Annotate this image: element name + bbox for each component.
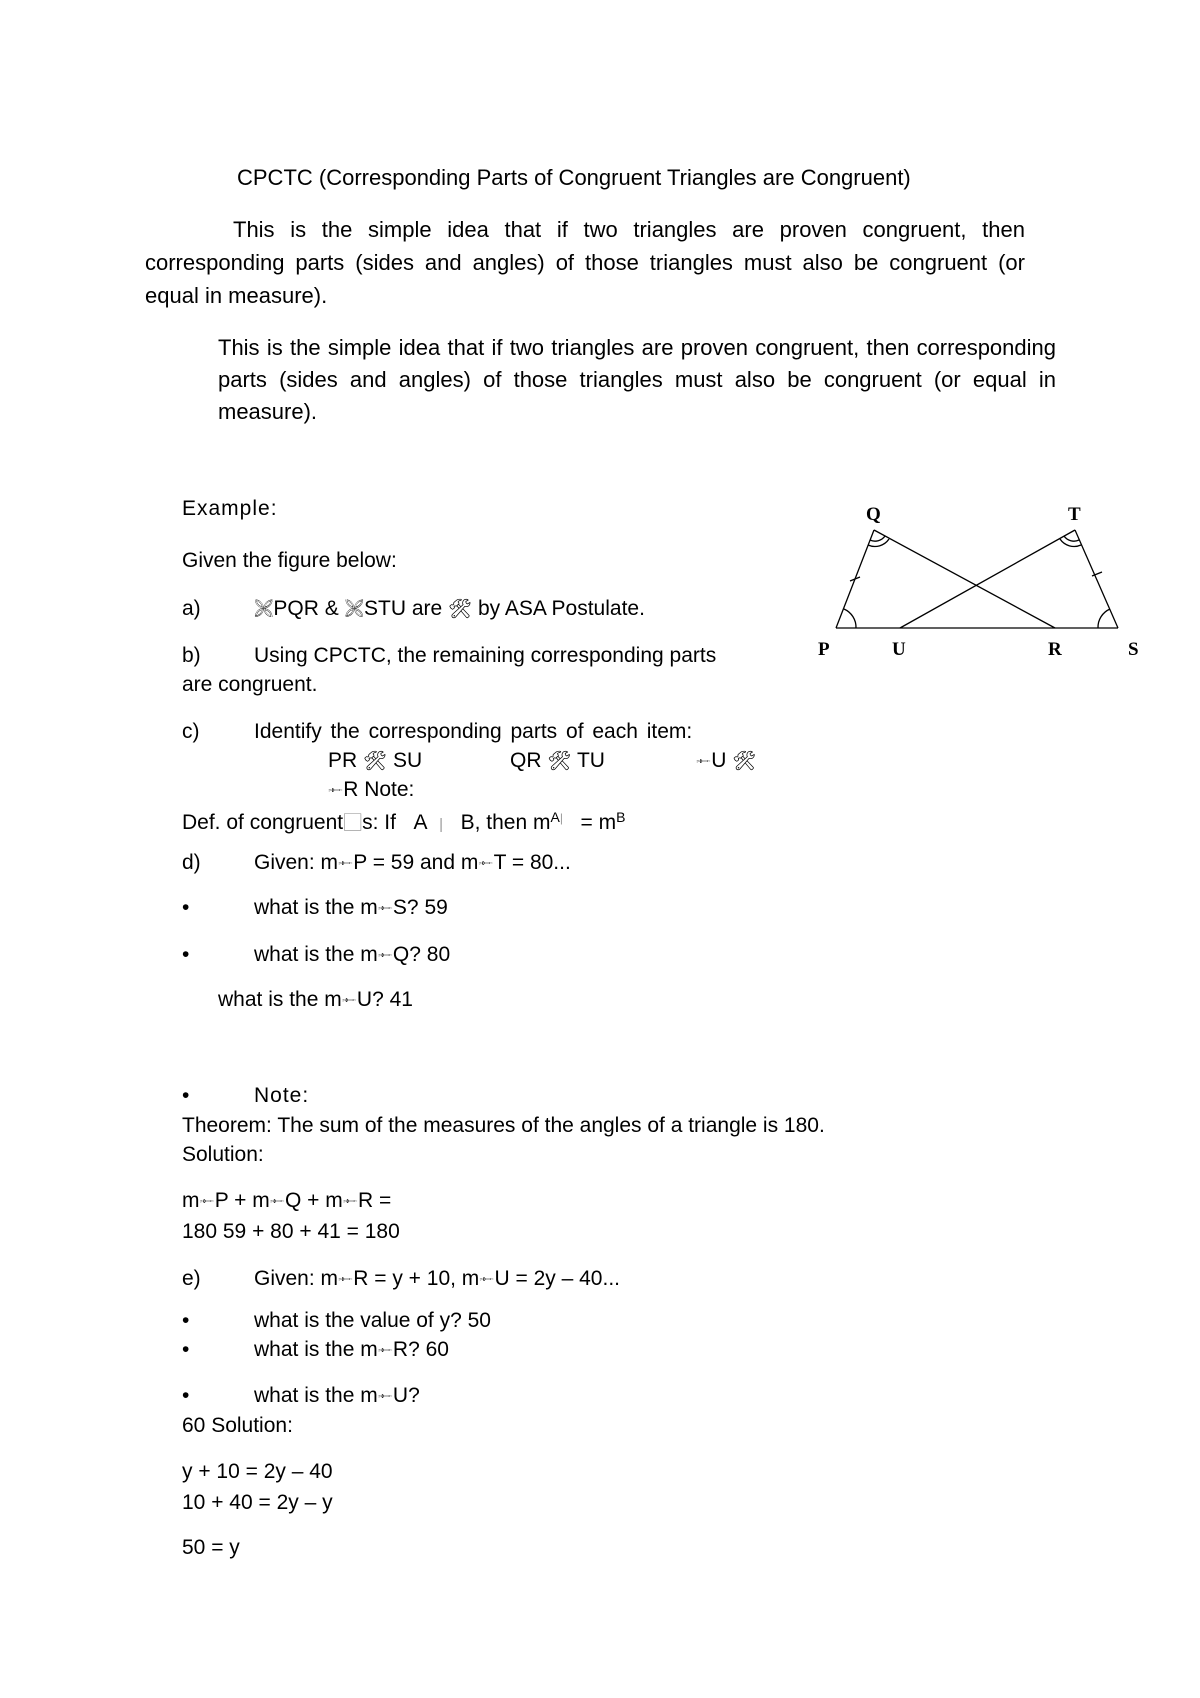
correspondence-qr-tu: QR 🛠 TU	[510, 749, 605, 772]
angle-icon: 🙮	[338, 852, 354, 874]
e-solution-label: 60 Solution:	[182, 1414, 293, 1437]
label-u: U	[892, 639, 906, 660]
correspondence-angle-u: 🙮U 🛠	[696, 749, 757, 772]
correspondence-angle-r-note: 🙮R Note:	[328, 778, 415, 801]
note-label: Note:	[254, 1084, 310, 1107]
angle-arc-s	[1098, 609, 1110, 628]
label-s: S	[1128, 639, 1139, 660]
angle-icon: 🙮	[342, 1190, 358, 1212]
equation-1: y + 10 = 2y – 40	[182, 1460, 333, 1483]
solution-sum-line: m🙮P + m🙮Q + m🙮R =	[182, 1189, 392, 1212]
solution-values-line: 180 59 + 80 + 41 = 180	[182, 1220, 400, 1243]
intro-paragraph: This is the simple idea that if two triangles are proven congruent, then corresponding parts (sides and angles) of those triangles must also be congruent (or equal in measure).	[145, 217, 1025, 308]
segment-tu	[900, 530, 1075, 628]
label-p: P	[818, 639, 830, 660]
example-heading: Example:	[182, 497, 278, 520]
question-value-y: what is the value of y? 50	[254, 1309, 491, 1332]
question-angle-r: what is the m🙮R? 60	[254, 1338, 449, 1361]
angle-icon: 🙮	[338, 1268, 354, 1290]
angle-icon: 🙮	[269, 1190, 285, 1212]
angle-icon: 🙮	[199, 1190, 215, 1212]
congruent-icon: 🛠	[363, 750, 388, 772]
angle-icon: 🙮	[377, 1385, 393, 1407]
bullet-icon: •	[182, 1309, 190, 1332]
item-c-label: c)	[182, 720, 200, 743]
solution-label: Solution:	[182, 1143, 264, 1166]
equation-3: 50 = y	[182, 1536, 240, 1559]
item-a-label: a)	[182, 597, 201, 620]
angle-arc-t	[1064, 536, 1079, 541]
segment-qr	[874, 530, 1055, 628]
item-b-text: Using CPCTC, the remaining corresponding parts	[254, 644, 717, 667]
bullet-icon: •	[182, 1338, 190, 1361]
triangle-figure	[800, 490, 1150, 660]
congruent-icon: 🛠	[448, 598, 473, 620]
angle-icon: 🙮	[341, 989, 357, 1011]
given-figure-text: Given the figure below:	[182, 549, 397, 572]
intro-paragraph-repeat: This is the simple idea that if two triangles are proven congruent, then corresponding parts (sides and angles) of those triangles must also be congruent (or equal in measure).	[218, 335, 1056, 424]
label-q: Q	[866, 504, 881, 525]
angle-icon: 🙮	[328, 779, 344, 801]
segment-ts	[1075, 530, 1118, 628]
item-a-text: 🙨PQR & 🙨STU are 🛠 by ASA Postulate.	[254, 597, 645, 620]
item-e-label: e)	[182, 1267, 201, 1290]
theorem-text: Theorem: The sum of the measures of the angles of a triangle is 180.	[182, 1114, 825, 1137]
item-e-given: Given: m🙮R = y + 10, m🙮U = 2y – 40...	[254, 1267, 620, 1290]
triangle-icon: 🙨	[254, 598, 274, 620]
label-r: R	[1048, 639, 1062, 660]
item-c-text: Identify the corresponding parts of each item:	[254, 720, 693, 743]
angle-icon: 🙮	[478, 852, 494, 874]
bullet-icon: •	[182, 1084, 190, 1107]
item-b-label: b)	[182, 644, 201, 667]
page-title: CPCTC (Corresponding Parts of Congruent Triangles are Congruent)	[237, 165, 911, 190]
bullet-icon: •	[182, 943, 190, 966]
angle-icon: 🙮	[377, 897, 393, 919]
angle-icon: 🙮	[377, 1339, 393, 1361]
triangle-icon: 🙨	[344, 598, 364, 620]
label-t: T	[1068, 504, 1081, 525]
correspondence-pr-su: PR 🛠 SU	[328, 749, 423, 772]
congruent-icon: 🛠	[732, 750, 757, 772]
item-d-label: d)	[182, 851, 201, 874]
question-angle-s: what is the m🙮S? 59	[254, 896, 448, 919]
question-angle-u: what is the m🙮U? 41	[218, 988, 413, 1011]
angle-arc-p	[844, 609, 856, 628]
definition-line: Def. of congruent⃞s: If A | B, then $m^{A|}$ = $m^B$	[182, 809, 626, 834]
angle-icon: 🙮	[377, 944, 393, 966]
item-b-continued: are congruent.	[182, 673, 318, 696]
angle-arc-q	[870, 536, 885, 541]
box-icon: ⃞	[343, 812, 363, 834]
item-d-given: Given: m🙮P = 59 and m🙮T = 80...	[254, 851, 571, 874]
question-angle-q: what is the m🙮Q? 80	[254, 943, 451, 966]
congruent-icon: 🛠	[547, 750, 572, 772]
angle-icon: 🙮	[696, 750, 712, 772]
question-angle-u-e: what is the m🙮U?	[254, 1384, 420, 1407]
equation-2: 10 + 40 = 2y – y	[182, 1491, 333, 1514]
bullet-icon: •	[182, 1384, 190, 1407]
bullet-icon: •	[182, 896, 190, 919]
angle-icon: 🙮	[479, 1268, 495, 1290]
